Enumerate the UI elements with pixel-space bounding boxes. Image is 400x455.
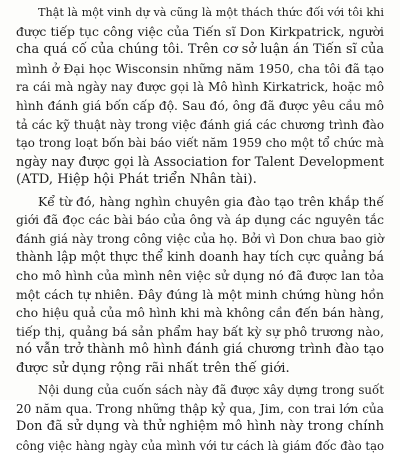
text-line: Don đã sử dụng và thử nghiệm mô hình này trong chính — [16, 419, 384, 435]
text-line: đánh giá này trong công việc của họ. Bởi vì Don chưa bao giờ — [16, 231, 384, 246]
text-line: 20 năm qua. Trong những thập kỷ qua, Jim, con trai lớn của — [16, 401, 384, 416]
paragraph-2 — [16, 193, 384, 379]
paragraph-1 — [16, 4, 384, 190]
text-line: được tiếp tục công việc của Tiến sĩ Don Kirkpatrick, người — [16, 23, 384, 39]
text-line: cho hiệu quả của mô hình khi mà không cần đến bán hàng, — [16, 306, 384, 321]
text-line: thành lập một thực thể kinh doanh hay tích cực quảng bá — [16, 249, 384, 265]
page-text — [16, 4, 384, 455]
text-line: Kể từ đó, hàng nghìn chuyên gia đào tạo trên khắp thế — [38, 193, 384, 209]
text-line: tiếp thị, quảng bá sản phẩm hay bất kỳ sự phô trương nào, — [16, 324, 384, 339]
text-line: nó vẫn trở thành mô hình đánh giá chương trình đào tạo — [16, 342, 384, 358]
text-line: cha quá cố của chúng tôi. Trên cơ sở luận án Tiến sĩ của — [16, 42, 384, 58]
text-line: được sử dụng rộng rãi nhất trên thế giới. — [16, 360, 290, 376]
text-line: tạo trong loạt bốn bài báo viết năm 1959 cho một tổ chức mà — [16, 136, 384, 151]
text-line: công việc hàng ngày của mình với tư cách là giám đốc đào tạo — [16, 438, 384, 453]
text-line: Thật là một vinh dự và cũng là một thách thức đối với tôi khi — [38, 6, 384, 19]
text-line: giới đã đọc các bài báo của ông và áp dụng các nguyên tắc — [16, 213, 384, 228]
text-line: mình ở Đại học Wisconsin những năm 1950, cha tôi đã tạo — [16, 60, 384, 76]
text-line: ngày nay được gọi là Association for Talent Development — [16, 153, 384, 169]
text-line: ra cái mà ngày nay được gọi là Mô hình Kirkatrick, hoặc mô — [16, 80, 384, 95]
text-line: Nội dung của cuốn sách này đã được xây dựng trong suốt — [38, 383, 384, 398]
text-line: (ATD, Hiệp hội Phát triển Nhân tài). — [16, 172, 257, 188]
text-line: một cách tự nhiên. Đây đúng là một minh chứng hùng hồn — [16, 287, 384, 302]
text-line: tả các kỹ thuật này trong việc đánh giá các chương trình đào — [16, 117, 384, 132]
text-line: hình đánh giá bốn cấp độ. Sau đó, ông đã được yêu cầu mô — [16, 98, 384, 113]
paragraph-3 — [16, 381, 384, 455]
text-line: cho mô hình của mình nên việc sử dụng nó đã được lan tỏa — [16, 268, 384, 283]
